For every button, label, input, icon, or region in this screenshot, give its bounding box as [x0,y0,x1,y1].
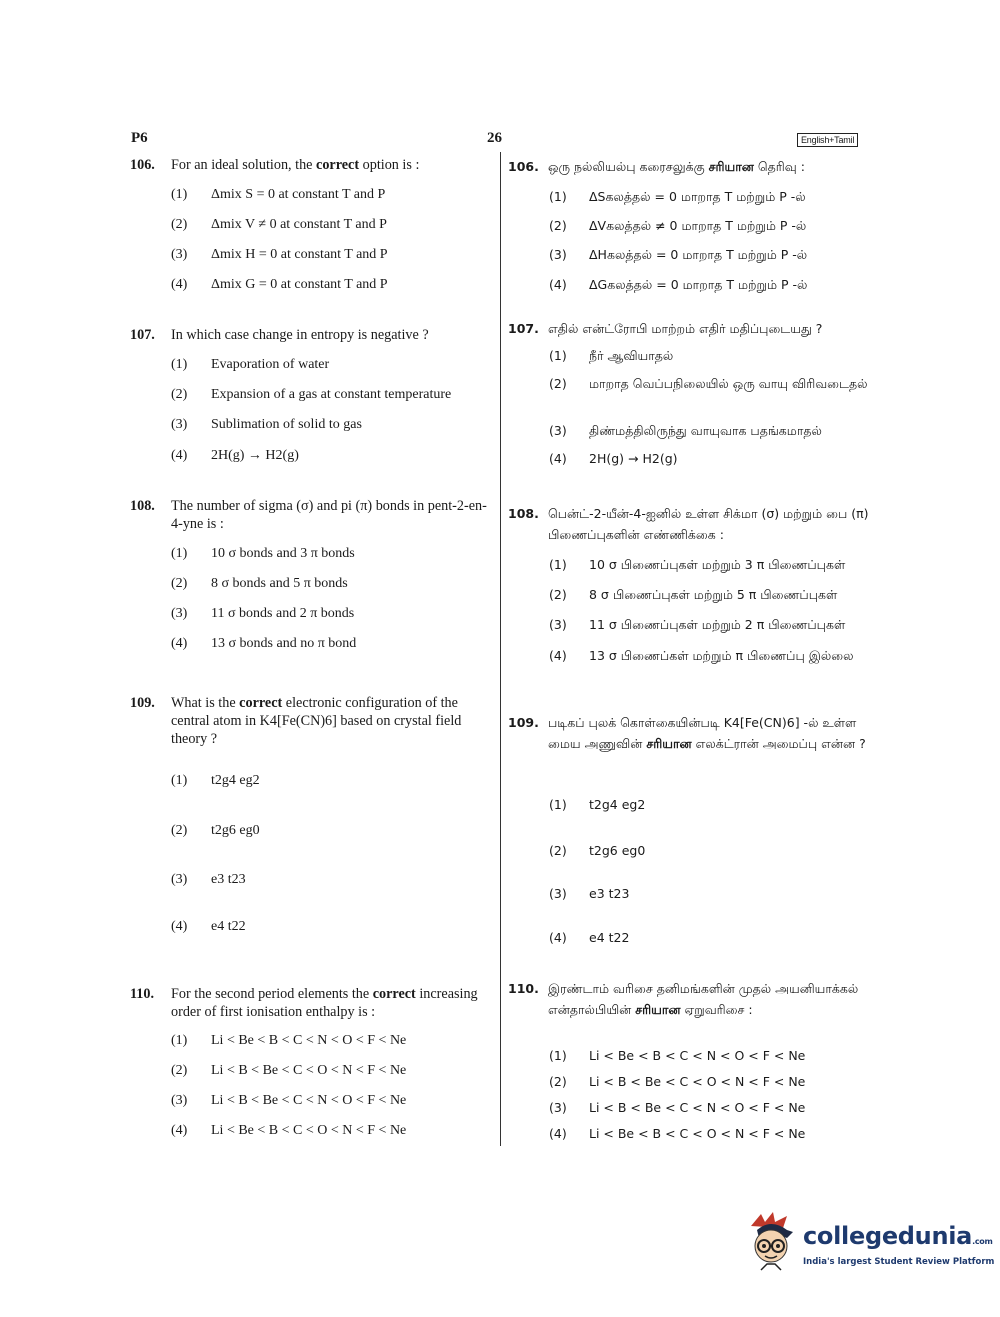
question-text: What is the correct electronic configuration of the central atom in K4[Fe(CN)6] based on crystal field theory ? [171,695,462,747]
question-number: 106. [130,157,155,173]
question-110-ta [508,978,870,1020]
question-106-en [130,156,492,174]
language-label: English+Tamil [797,133,858,147]
question-number: 110. [130,986,155,1002]
question-text: பென்ட்-2-யீன்-4-ஐனில் உள்ள சிக்மா (σ) மற்றும் பை (π) பிணைப்புகளின் எண்ணிக்கை : [548,506,869,542]
question-text: For the second period elements the correct increasing order of first ionisation enthalpy is : [171,986,478,1020]
page-code: P6 [131,130,148,146]
question-text: எதில் என்ட்ரோபி மாற்றம் எதிர் மதிப்புடையது ? [548,321,823,336]
column-divider [500,152,501,1146]
question-text: இரண்டாம் வரிசை தனிமங்களின் முதல் அயனியாக்கல் என்தால்பியின் சரியான ஏறுவரிசை : [548,981,859,1017]
question-number: 110. [508,981,539,996]
question-106-ta [508,156,870,177]
collegedunia-logo[interactable] [743,1212,995,1282]
page-number: 26 [487,130,502,146]
question-text: The number of sigma (σ) and pi (π) bonds in pent-2-en-4-yne is : [171,498,487,532]
mascot-icon [743,1212,801,1278]
question-107-en [130,326,492,344]
brand-tagline: India's largest Student Review Platform [803,1257,995,1267]
question-number: 107. [130,327,155,343]
question-text: For an ideal solution, the correct option is : [171,157,420,173]
question-110-en [130,985,492,1021]
question-number: 108. [130,498,155,514]
question-number: 108. [508,506,539,521]
question-109-ta [508,712,870,754]
question-text: ஒரு நல்லியல்பு கரைசலுக்கு சரியான தெரிவு : [548,159,805,174]
question-number: 107. [508,321,539,336]
question-108-ta [508,503,870,545]
question-number: 109. [508,715,539,730]
question-number: 109. [130,695,155,711]
question-107-ta [508,318,870,339]
question-text: படிகப் புலக் கொள்கையின்படி K4[Fe(CN)6] -ல் உள்ள மைய அணுவின் சரியான எலக்ட்ரான் அமைப்பு என்ன ? [548,715,866,751]
question-108-en [130,497,492,533]
question-text: In which case change in entropy is negative ? [171,327,429,343]
question-number: 106. [508,159,539,174]
question-109-en [130,694,492,748]
brand-name: collegedunia.com [803,1222,993,1250]
brand-suffix: .com [972,1237,993,1246]
